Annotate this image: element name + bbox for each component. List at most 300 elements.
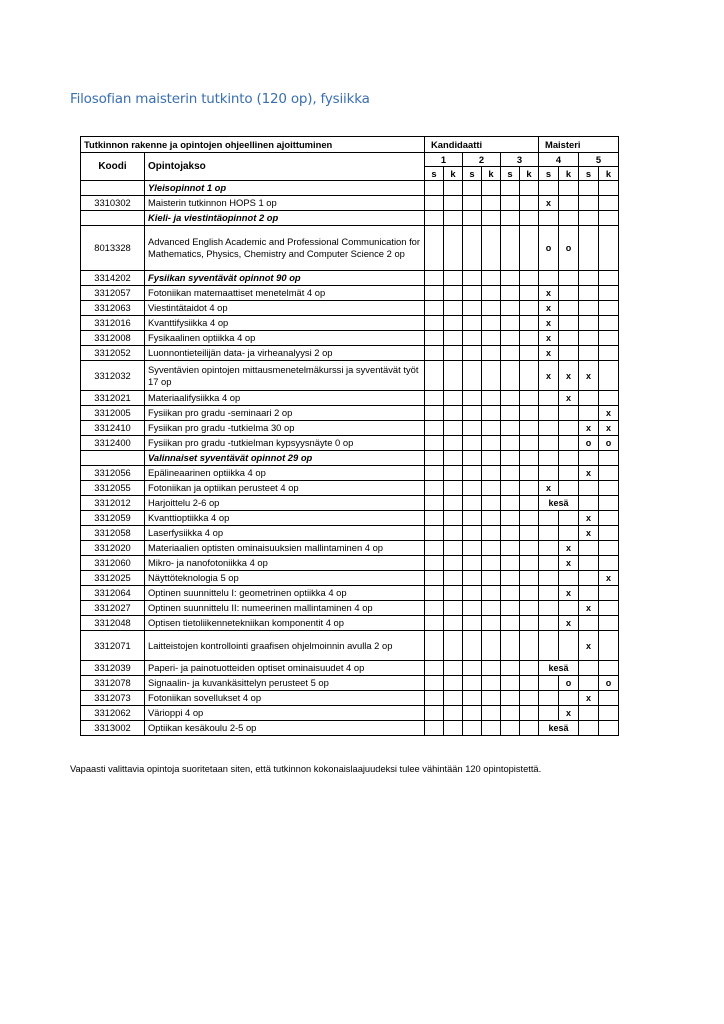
course-row bbox=[81, 436, 619, 451]
term-cell bbox=[482, 571, 501, 586]
term-cell bbox=[520, 406, 539, 421]
term-cell bbox=[425, 586, 444, 601]
category-name: Yleisopinnot 1 op bbox=[145, 181, 425, 196]
term-cell bbox=[482, 481, 501, 496]
course-code: 3312057 bbox=[81, 286, 145, 301]
term-cell bbox=[579, 331, 599, 346]
term-cell bbox=[579, 721, 599, 736]
term-cell bbox=[501, 601, 520, 616]
term-cell bbox=[482, 616, 501, 631]
term-cell bbox=[520, 196, 539, 211]
course-code: 3312056 bbox=[81, 466, 145, 481]
term-mark: x bbox=[539, 346, 559, 361]
term-cell bbox=[559, 406, 579, 421]
term-cell bbox=[463, 631, 482, 661]
course-code: 3312012 bbox=[81, 496, 145, 511]
term-mark: x bbox=[599, 421, 619, 436]
term-header: s bbox=[539, 167, 559, 181]
term-cell bbox=[599, 271, 619, 286]
term-cell bbox=[520, 391, 539, 406]
term-cell bbox=[520, 226, 539, 271]
course-row bbox=[81, 556, 619, 571]
term-cell bbox=[425, 211, 444, 226]
course-row bbox=[81, 526, 619, 541]
term-mark: x bbox=[579, 421, 599, 436]
term-mark: x bbox=[539, 331, 559, 346]
term-cell bbox=[520, 706, 539, 721]
term-cell bbox=[425, 511, 444, 526]
term-cell bbox=[463, 361, 482, 391]
term-cell bbox=[539, 541, 559, 556]
term-cell bbox=[501, 481, 520, 496]
course-code: 3312064 bbox=[81, 586, 145, 601]
term-mark: o bbox=[559, 226, 579, 271]
term-cell bbox=[463, 586, 482, 601]
term-cell bbox=[579, 481, 599, 496]
course-name: Värioppi 4 op bbox=[145, 706, 425, 721]
term-cell bbox=[425, 331, 444, 346]
course-name: Maisterin tutkinnon HOPS 1 op bbox=[145, 196, 425, 211]
term-header: s bbox=[463, 167, 482, 181]
course-name: Fotoniikan matemaattiset menetelmät 4 op bbox=[145, 286, 425, 301]
term-cell bbox=[520, 541, 539, 556]
course-code: 3312020 bbox=[81, 541, 145, 556]
course-code: 3312027 bbox=[81, 601, 145, 616]
term-cell bbox=[444, 691, 463, 706]
term-cell bbox=[599, 316, 619, 331]
course-code: 3312078 bbox=[81, 676, 145, 691]
term-cell bbox=[444, 346, 463, 361]
col-name-header: Opintojakso bbox=[145, 153, 425, 181]
term-mark: x bbox=[539, 361, 559, 391]
term-cell bbox=[579, 406, 599, 421]
term-cell bbox=[559, 436, 579, 451]
term-cell bbox=[539, 601, 559, 616]
term-cell bbox=[520, 631, 539, 661]
term-cell bbox=[444, 436, 463, 451]
summer-mark: kesä bbox=[539, 496, 579, 511]
course-code: 3310302 bbox=[81, 196, 145, 211]
course-name: Kvanttioptiikka 4 op bbox=[145, 511, 425, 526]
term-cell bbox=[501, 391, 520, 406]
course-code: 3312059 bbox=[81, 511, 145, 526]
term-mark: o bbox=[579, 436, 599, 451]
term-cell bbox=[599, 616, 619, 631]
term-cell bbox=[463, 676, 482, 691]
term-cell bbox=[444, 466, 463, 481]
term-cell bbox=[482, 361, 501, 391]
term-header: s bbox=[501, 167, 520, 181]
term-cell bbox=[425, 196, 444, 211]
term-header: k bbox=[559, 167, 579, 181]
term-cell bbox=[444, 601, 463, 616]
term-cell bbox=[463, 481, 482, 496]
term-cell bbox=[559, 301, 579, 316]
term-mark: o bbox=[599, 436, 619, 451]
term-cell bbox=[463, 451, 482, 466]
curriculum-table bbox=[80, 136, 619, 736]
term-cell bbox=[463, 616, 482, 631]
term-cell bbox=[444, 271, 463, 286]
course-row bbox=[81, 391, 619, 406]
term-cell bbox=[599, 511, 619, 526]
course-row bbox=[81, 661, 619, 676]
term-cell bbox=[501, 406, 520, 421]
term-cell bbox=[559, 466, 579, 481]
term-cell bbox=[559, 481, 579, 496]
term-cell bbox=[599, 361, 619, 391]
term-cell bbox=[482, 406, 501, 421]
term-cell bbox=[463, 331, 482, 346]
term-cell bbox=[539, 436, 559, 451]
term-cell bbox=[482, 601, 501, 616]
term-cell bbox=[559, 211, 579, 226]
term-cell bbox=[482, 436, 501, 451]
term-cell bbox=[579, 556, 599, 571]
term-cell bbox=[559, 181, 579, 196]
course-row bbox=[81, 616, 619, 631]
term-cell bbox=[444, 571, 463, 586]
term-cell bbox=[579, 616, 599, 631]
course-row bbox=[81, 286, 619, 301]
term-cell bbox=[444, 331, 463, 346]
term-cell bbox=[579, 181, 599, 196]
term-cell bbox=[501, 586, 520, 601]
term-cell bbox=[444, 511, 463, 526]
course-code: 3312025 bbox=[81, 571, 145, 586]
term-cell bbox=[444, 481, 463, 496]
term-cell bbox=[520, 721, 539, 736]
course-name: Fysiikan pro gradu -tutkielman kypsyysnäyte 0 op bbox=[145, 436, 425, 451]
course-code: 3312016 bbox=[81, 316, 145, 331]
term-cell bbox=[463, 271, 482, 286]
term-cell bbox=[463, 391, 482, 406]
term-cell bbox=[444, 631, 463, 661]
course-code: 3312073 bbox=[81, 691, 145, 706]
term-cell bbox=[501, 346, 520, 361]
course-code bbox=[81, 181, 145, 196]
term-cell bbox=[520, 346, 539, 361]
term-cell bbox=[579, 496, 599, 511]
term-mark: x bbox=[539, 481, 559, 496]
term-cell bbox=[520, 421, 539, 436]
term-cell bbox=[444, 361, 463, 391]
term-cell bbox=[463, 286, 482, 301]
course-code bbox=[81, 211, 145, 226]
term-cell bbox=[482, 391, 501, 406]
course-code bbox=[81, 451, 145, 466]
term-cell bbox=[599, 181, 619, 196]
course-code: 3314202 bbox=[81, 271, 145, 286]
term-cell bbox=[501, 721, 520, 736]
term-cell bbox=[501, 526, 520, 541]
category-row bbox=[81, 211, 619, 226]
term-cell bbox=[501, 316, 520, 331]
term-cell bbox=[444, 586, 463, 601]
term-cell bbox=[482, 211, 501, 226]
term-mark: x bbox=[539, 316, 559, 331]
term-cell bbox=[444, 616, 463, 631]
group-maisteri: Maisteri bbox=[539, 137, 619, 153]
term-cell bbox=[520, 181, 539, 196]
term-cell bbox=[501, 226, 520, 271]
course-code: 3312008 bbox=[81, 331, 145, 346]
term-cell bbox=[425, 571, 444, 586]
summer-mark: kesä bbox=[539, 721, 579, 736]
term-cell bbox=[599, 556, 619, 571]
term-cell bbox=[463, 601, 482, 616]
course-code: 3312071 bbox=[81, 631, 145, 661]
term-cell bbox=[425, 556, 444, 571]
term-cell bbox=[501, 511, 520, 526]
term-cell bbox=[482, 316, 501, 331]
col-code-header: Koodi bbox=[81, 153, 145, 181]
term-cell bbox=[482, 586, 501, 601]
term-cell bbox=[425, 301, 444, 316]
year-header: 2 bbox=[463, 153, 501, 167]
term-cell bbox=[559, 271, 579, 286]
term-mark: x bbox=[579, 361, 599, 391]
term-cell bbox=[559, 511, 579, 526]
term-cell bbox=[444, 211, 463, 226]
term-cell bbox=[539, 391, 559, 406]
course-code: 3312060 bbox=[81, 556, 145, 571]
course-row bbox=[81, 721, 619, 736]
course-row bbox=[81, 571, 619, 586]
term-cell bbox=[444, 676, 463, 691]
course-row bbox=[81, 406, 619, 421]
term-cell bbox=[425, 226, 444, 271]
term-cell bbox=[539, 181, 559, 196]
term-cell bbox=[559, 331, 579, 346]
term-cell bbox=[444, 721, 463, 736]
term-mark: x bbox=[599, 406, 619, 421]
term-header: s bbox=[579, 167, 599, 181]
term-cell bbox=[559, 346, 579, 361]
term-cell bbox=[482, 691, 501, 706]
term-cell bbox=[444, 301, 463, 316]
course-name: Laitteistojen kontrollointi graafisen ohjelmoinnin avulla 2 op bbox=[145, 631, 425, 661]
term-cell bbox=[482, 181, 501, 196]
term-cell bbox=[539, 406, 559, 421]
term-cell bbox=[539, 556, 559, 571]
term-cell bbox=[579, 676, 599, 691]
term-cell bbox=[463, 526, 482, 541]
term-cell bbox=[520, 211, 539, 226]
term-mark: x bbox=[559, 616, 579, 631]
term-cell bbox=[520, 316, 539, 331]
course-code: 3313002 bbox=[81, 721, 145, 736]
term-cell bbox=[444, 541, 463, 556]
term-cell bbox=[579, 541, 599, 556]
course-code: 3312058 bbox=[81, 526, 145, 541]
course-row bbox=[81, 331, 619, 346]
term-cell bbox=[520, 691, 539, 706]
course-row bbox=[81, 346, 619, 361]
course-code: 3312021 bbox=[81, 391, 145, 406]
course-name: Signaalin- ja kuvankäsittelyn perusteet 5 op bbox=[145, 676, 425, 691]
term-cell bbox=[482, 196, 501, 211]
course-name: Paperi- ja painotuotteiden optiset ominaisuudet 4 op bbox=[145, 661, 425, 676]
course-name: Laserfysiikka 4 op bbox=[145, 526, 425, 541]
course-name: Epälineaarinen optiikka 4 op bbox=[145, 466, 425, 481]
term-cell bbox=[444, 526, 463, 541]
term-cell bbox=[501, 286, 520, 301]
term-cell bbox=[599, 301, 619, 316]
course-code: 3312063 bbox=[81, 301, 145, 316]
term-cell bbox=[520, 586, 539, 601]
term-cell bbox=[599, 346, 619, 361]
course-name: Fotoniikan ja optiikan perusteet 4 op bbox=[145, 481, 425, 496]
term-mark: x bbox=[579, 526, 599, 541]
term-cell bbox=[599, 691, 619, 706]
term-cell bbox=[501, 451, 520, 466]
term-cell bbox=[559, 286, 579, 301]
term-cell bbox=[425, 346, 444, 361]
term-mark: x bbox=[579, 691, 599, 706]
footnote: Vapaasti valittavia opintoja suoritetaan siten, että tutkinnon kokonaislaajuudeksi tulee vähintään 120 opintopistettä. bbox=[70, 764, 542, 774]
term-cell bbox=[579, 391, 599, 406]
term-cell bbox=[599, 721, 619, 736]
term-cell bbox=[599, 631, 619, 661]
category-name: Fysiikan syventävät opinnot 90 op bbox=[145, 271, 425, 286]
term-header: k bbox=[444, 167, 463, 181]
term-mark: x bbox=[559, 541, 579, 556]
course-code: 8013328 bbox=[81, 226, 145, 271]
term-cell bbox=[425, 601, 444, 616]
term-mark: o bbox=[599, 676, 619, 691]
course-row bbox=[81, 541, 619, 556]
term-mark: x bbox=[559, 361, 579, 391]
term-cell bbox=[482, 661, 501, 676]
course-row bbox=[81, 601, 619, 616]
term-cell bbox=[463, 211, 482, 226]
term-cell bbox=[482, 676, 501, 691]
term-mark: x bbox=[539, 196, 559, 211]
term-mark: x bbox=[599, 571, 619, 586]
term-cell bbox=[599, 211, 619, 226]
term-cell bbox=[599, 541, 619, 556]
term-cell bbox=[599, 526, 619, 541]
course-name: Harjoittelu 2-6 op bbox=[145, 496, 425, 511]
term-cell bbox=[501, 631, 520, 661]
term-header: k bbox=[482, 167, 501, 181]
term-mark: x bbox=[579, 631, 599, 661]
term-cell bbox=[482, 331, 501, 346]
year-header: 1 bbox=[425, 153, 463, 167]
term-cell bbox=[520, 271, 539, 286]
term-cell bbox=[444, 421, 463, 436]
term-mark: o bbox=[539, 226, 559, 271]
table-header-title: Tutkinnon rakenne ja opintojen ohjeellinen ajoittuminen bbox=[81, 137, 425, 153]
term-cell bbox=[463, 721, 482, 736]
term-cell bbox=[482, 721, 501, 736]
term-cell bbox=[579, 301, 599, 316]
year-header: 4 bbox=[539, 153, 579, 167]
term-cell bbox=[501, 301, 520, 316]
term-cell bbox=[444, 316, 463, 331]
course-row bbox=[81, 511, 619, 526]
term-cell bbox=[463, 511, 482, 526]
term-cell bbox=[425, 286, 444, 301]
term-cell bbox=[444, 496, 463, 511]
group-kandidaatti: Kandidaatti bbox=[425, 137, 539, 153]
term-header: k bbox=[599, 167, 619, 181]
term-cell bbox=[579, 271, 599, 286]
course-name: Fysiikan pro gradu -seminaari 2 op bbox=[145, 406, 425, 421]
term-cell bbox=[463, 196, 482, 211]
term-cell bbox=[539, 571, 559, 586]
term-cell bbox=[559, 571, 579, 586]
term-cell bbox=[501, 676, 520, 691]
term-cell bbox=[463, 466, 482, 481]
term-cell bbox=[559, 691, 579, 706]
course-row bbox=[81, 496, 619, 511]
term-cell bbox=[520, 601, 539, 616]
category-row bbox=[81, 181, 619, 196]
course-code: 3312052 bbox=[81, 346, 145, 361]
term-cell bbox=[425, 526, 444, 541]
course-name: Viestintätaidot 4 op bbox=[145, 301, 425, 316]
term-cell bbox=[463, 301, 482, 316]
term-cell bbox=[579, 316, 599, 331]
term-cell bbox=[444, 661, 463, 676]
term-cell bbox=[599, 586, 619, 601]
term-cell bbox=[579, 586, 599, 601]
term-cell bbox=[463, 346, 482, 361]
term-cell bbox=[463, 541, 482, 556]
term-cell bbox=[425, 451, 444, 466]
course-row bbox=[81, 361, 619, 391]
term-cell bbox=[463, 661, 482, 676]
term-cell bbox=[501, 706, 520, 721]
term-mark: x bbox=[539, 301, 559, 316]
term-mark: x bbox=[559, 391, 579, 406]
term-cell bbox=[501, 436, 520, 451]
term-cell bbox=[520, 301, 539, 316]
course-name: Optisen tietoliikennetekniikan komponentit 4 op bbox=[145, 616, 425, 631]
summer-mark: kesä bbox=[539, 661, 579, 676]
course-name: Optiikan kesäkoulu 2-5 op bbox=[145, 721, 425, 736]
term-cell bbox=[539, 706, 559, 721]
course-code: 3312048 bbox=[81, 616, 145, 631]
term-cell bbox=[463, 181, 482, 196]
term-cell bbox=[559, 451, 579, 466]
term-mark: x bbox=[559, 556, 579, 571]
term-cell bbox=[463, 691, 482, 706]
term-cell bbox=[463, 406, 482, 421]
term-cell bbox=[501, 466, 520, 481]
course-row bbox=[81, 316, 619, 331]
course-row bbox=[81, 631, 619, 661]
term-cell bbox=[520, 451, 539, 466]
term-cell bbox=[482, 496, 501, 511]
term-cell bbox=[482, 346, 501, 361]
term-cell bbox=[501, 616, 520, 631]
term-mark: x bbox=[579, 466, 599, 481]
course-name: Luonnontieteilijän data- ja virheanalyysi 2 op bbox=[145, 346, 425, 361]
term-cell bbox=[520, 661, 539, 676]
term-cell bbox=[425, 181, 444, 196]
term-cell bbox=[425, 691, 444, 706]
term-mark: x bbox=[579, 511, 599, 526]
term-cell bbox=[579, 196, 599, 211]
course-name: Materiaalifysiikka 4 op bbox=[145, 391, 425, 406]
term-cell bbox=[463, 571, 482, 586]
term-cell bbox=[599, 601, 619, 616]
year-header: 5 bbox=[579, 153, 619, 167]
term-cell bbox=[599, 196, 619, 211]
